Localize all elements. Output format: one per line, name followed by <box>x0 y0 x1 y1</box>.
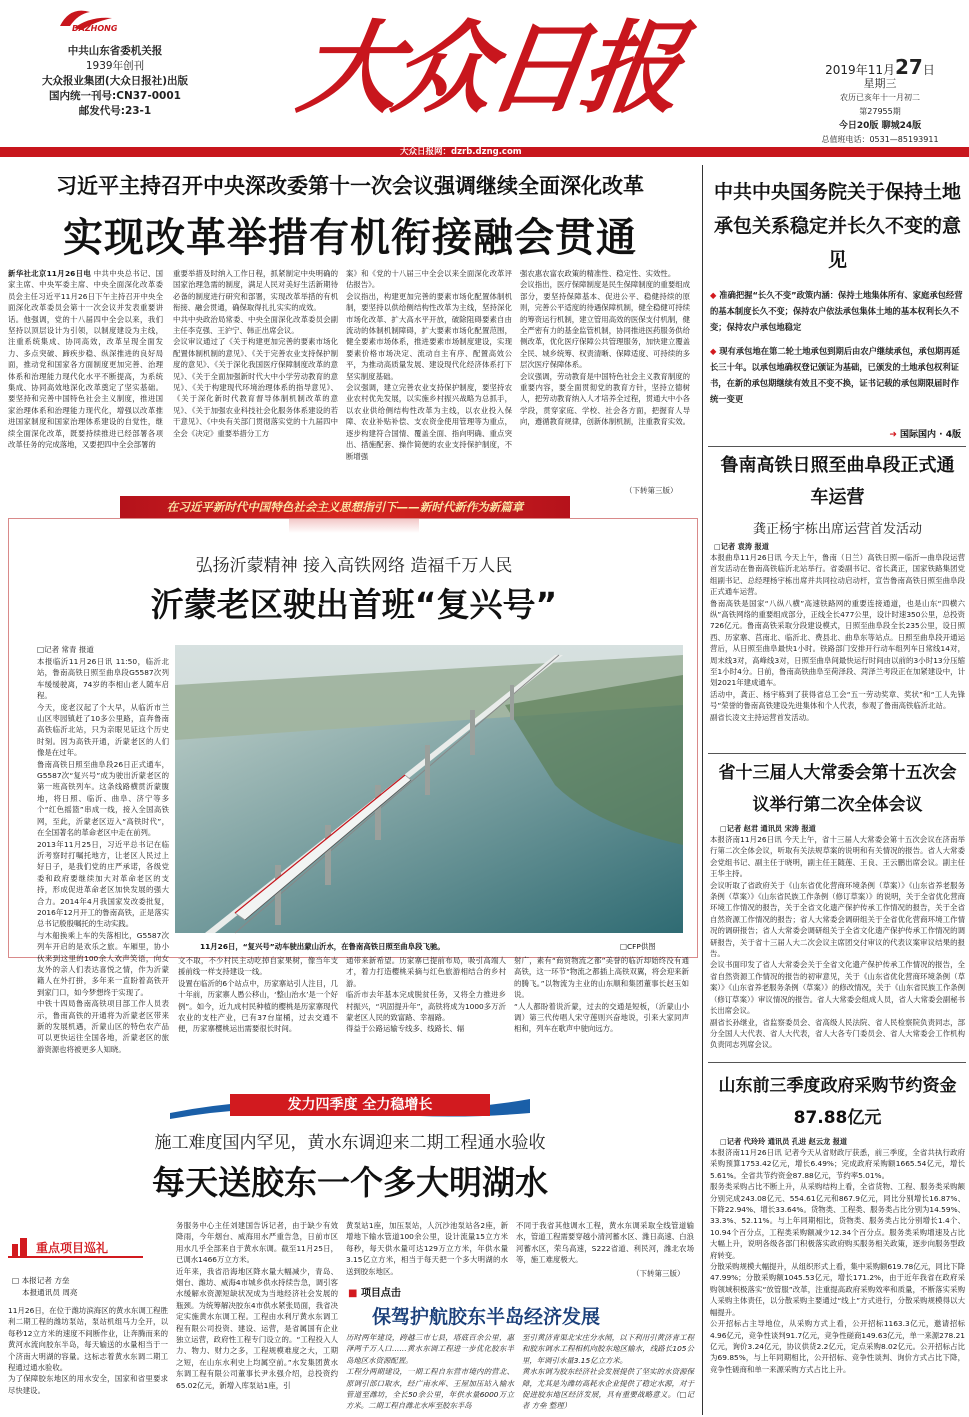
right-story-headline: 鲁南高铁日照至曲阜段正式通车运营 <box>720 455 955 508</box>
sub-headline: 保驾护航胶东半岛经济发展 <box>372 1306 601 1328</box>
date-prefix: 2019年11月 <box>825 63 895 77</box>
jump-link-text: 国际国内 · 4版 <box>900 430 961 440</box>
lead-column-4: 强农惠农富农政策的精准性、稳定性、实效性。 会议指出，医疗保障制度是民生保障制度的重要组成部分，要坚持保障基本、促进公平、稳健持续的原则，完善公平适度的待遇保障机制，健全稳健可持续的筹资运行机制，建立管用高效的医保支付机制，健全严密有力的基金监管机制，协同推进医药服务供给侧改革，优化医疗保障公共管理服务，加快建立覆盖全民、城乡统筹、权责清晰、保障适度、可持续的多层次医疗保障体系。 会议强调，劳动教育是中国特色社会主义教育制度的重要内容，要全面贯彻党的教育方针，坚持立德树人，把劳动教育纳入人才培养全过程，贯通大中小各学段，贯穿家庭、学校、社会各方面，把握育人导向，遵循教育规律，创新体制机制，注重教育实效。 <box>520 269 690 427</box>
divider <box>708 1062 966 1063</box>
lead-column-2: 重要举措及时纳入工作日程，抓紧制定中央明确的国家治理急需的制度，满足人民对美好生活新期待必备的制度进行研究和部署，实现改革举措的有机衔接、融会贯通，确保取得扎扎实实的成效。 中共中央政治局常委、中央全面深化改革委员会副主任李克强、王沪宁、韩正出席会议。 会议审议通过了《关于构建更加完善的要素市场化配置体制机制的意见》、《关于完善农业支持保护制度的意见》、《关于深化我国医疗保障制度改革的意见》、《关于全面加强新时代大中小学劳动教育的意见》、《关于构建现代环境治理体系的指导意见》、《关于深化新时代教育督导体制机制改革的意见》、《关于加强农业科技社会化服务体系建设的若干意见》、《中央有关部门贯彻落实党的十九届四中全会《决定》重要举措分工方 <box>173 269 338 438</box>
right-story-byline: □记者 代玲玲 通讯员 孔进 赵云龙 报道 <box>720 1137 848 1146</box>
campaign-byline-2: 本报通讯员 周亮 <box>22 1288 78 1297</box>
campaign-kicker: 施工难度国内罕见，黄水东调迎来二期工程通水验收 <box>154 1133 546 1153</box>
sidebar-bullet-text: 准确把握“长久不变”政策内涵：保持土地集体所有、家庭承包经营的基本制度长久不变；保持农户依法承包集体土地的基本权利长久不变；保持农户承包地稳定 <box>710 290 963 332</box>
rail-lead-text: 本报临沂11月26日讯 11:50，临沂北站，鲁南高铁日照至曲阜段G5587次列车缓缓驶离，74岁的李相山老人随车启程。 今天，庞老汉起了个大早，从临沂市兰山区枣园镇赶了10多公里路，直奔鲁南高铁临沂北站，只为亲眼见证这个历史时刻。因为高铁开通，沂蒙老区的人们像是在过年。 鲁南高铁日照至曲阜段26日正式通车，G5587次“复兴号”成为驶出沂蒙老区的第一班高铁列车。这条线路横贯沂蒙腹地，将日照、临沂、曲阜、济宁等多个“红色摇篮”串成一线，接入全国高铁网，至此，沂蒙老区迈入“高铁时代”，在全国著名的革命老区中走在前列。 2013年11月25日，习近平总书记在临沂考察时打嘱托地方，让老区人民过上好日子，是我们党的庄严承诺，各级党委和政府要继续加大对革命老区的支持，形成促进革命老区加快发展的强大合力。2014年4月我国家发改委批复，2016年12月开工的鲁南高铁，正是落实总书记殷殷嘱托的生动实践。 与木船换乘上车的失落相比，G5587次列车开启的是欢乐之旅。车厢里，协小伙来到这里的100余人欢声笑语，向女友外的亲人们表达喜悦之情，作为沂蒙籍人在外打拼，多年来一直盼着高铁开到家门口，如今梦想终于实现了。 中铁十四局鲁南高铁项目部工作人员表示，鲁南高铁的开通将为沂蒙老区带来新的发展机遇，沂蒙山区的特色农产品可以更快运往全国各地，沂蒙老区的旅游资源也将被更多人知晓。 <box>37 657 169 1054</box>
sub-column-2: 至引黄济青渠北宋庄分水闸，以下利用引黄济青工程和胶东调水工程相机向胶东地区输水，线路长105公里，年调引水量3.15亿立方米。 黄水东调为胶东经济社会发展提供了坚实的水资源保障，尤其是为潍坊高耗水企业提供了稳定水源，对于促进胶东地区经济发展，具有重要战略意义。（□记者 方垒 整理） <box>522 1333 694 1411</box>
sidebar-bullet <box>710 343 965 407</box>
divider <box>708 753 966 754</box>
publisher-line: 中共山东省委机关报 <box>67 45 163 57</box>
campaign-byline-1: □ 本报记者 方垒 <box>12 1276 70 1285</box>
campaign-banner-text: 发力四季度 全力稳增长 <box>230 1094 490 1116</box>
campaign-banner <box>170 1093 530 1117</box>
masthead <box>0 0 969 158</box>
train-photo <box>175 645 683 933</box>
publisher-line: 1939年创刊 <box>85 60 145 72</box>
lunar-date: 农历已亥年十一月初二 <box>840 93 920 102</box>
rail-headline: 沂蒙老区驶出首班“复兴号” <box>150 585 558 624</box>
theme-banner <box>120 496 570 518</box>
right-story-byline: □记者 赵君 通讯员 宋涛 报道 <box>720 824 816 833</box>
diamond-icon: ◆ <box>710 290 717 300</box>
lead-text: 中共中央总书记、国家主席、中央军委主席、中央全面深化改革委员会主任习近平11月26日下午主持召开中央全面深化改革委员会第十一次会议并发表重要讲话。他强调，党的十八届四中全会以来，我们坚持以顶层设计为引领，以制度建设为主线，注重系统集成、协同高效，改革呈现全面发力、多点突破、蹄疾步稳、纵深推进的良好局面，推动党和国家各方面制度更加完善、治理体系和治理能力现代化水平不断提高，为系统集成、协同高效地深化改革奠定了坚实基础。要坚持和完善中国特色社会主义制度，推进国家治理体系和治理能力现代化，增强以改革推进国家制度和国家治理体系建设的自觉性，继续全面深化改革，既要持续推进已经部署各项改革任务的完成落地，又要把四中全会部署的 <box>8 269 163 450</box>
right-story-3 <box>710 1070 965 1415</box>
rail-kicker: 弘扬沂蒙精神 接入高铁网络 造福千万人民 <box>195 556 513 576</box>
sidebar-top <box>710 165 965 447</box>
divider <box>708 446 966 447</box>
issue-date <box>795 55 965 79</box>
divider <box>702 165 703 1415</box>
right-story-1 <box>710 450 965 750</box>
date-block <box>795 55 965 147</box>
sub-tag <box>348 1284 401 1299</box>
campaign-column-3: 黄泵站1座，加压泵站，人沉沙池泵站各2座，新增地下输水管道100余公里，设计流量15立方米每秒，每天供水量可达129万立方米，年供水量3.15亿立方米，相当于每天把一个多大明湖的水送到胶东地区。 <box>346 1221 508 1276</box>
sidebar-bullet <box>710 287 965 335</box>
sidebar-headline: 中共中央国务院关于保持土地承包关系稳定并长久不变的意见 <box>714 181 962 271</box>
date-suffix: 日 <box>922 63 935 77</box>
publisher-info <box>30 44 200 119</box>
newspaper-title: 大众日报 <box>291 9 685 127</box>
hotline: 总值班电话：0531—85193911 <box>821 135 939 144</box>
right-story-body: 本报曲阜11月26日讯 今天上午，鲁南（日兰）高铁日照—临沂—曲阜段运营首发活动在鲁南高铁临沂北站举行。省委副书记、省长龚正，国家铁路集团党组副书记、总经理杨宇栋出席并共同拉动启动杆，宣告鲁南高铁日照至曲阜段正式通车运营。 鲁南高铁是国家“八纵八横”高速铁路网的重要连接通道，也是山东“四横六纵”高铁网络的重要组成部分，正线全长477公里，设计时速350公里，总投资726亿元。鲁南高铁采取分段建设模式，日照至曲阜段全长235公里，设日照西、历家寨、莒南北、临沂北、费县北、曲阜东等站点。日照至曲阜段开通运营后，从日照至曲阜最快1小时。铁路部门安排开行动车组列车日常线14对，周末线3对，高峰线3对，日照至曲阜间最快运行时间由以前的3小时13分压缩至1小时4分。日前，鲁南高铁曲阜至荷泽段、菏泽兰考段正在加紧建设中，计划2021年建成通车。 活动中，龚正、杨宇栋到了获得省总工会“五一劳动奖章、奖状”和“工人先锋号”荣誉的鲁南高铁建设先进集体和个人代表，参观了鲁南高铁临沂北站。 副省长凌文主持运营首发活动。 <box>710 553 965 722</box>
issue-number: 第27955期 <box>859 107 901 116</box>
theme-banner-text: 在习近平新时代中国特色社会主义思想指引下——新时代新作为新篇章 <box>166 500 524 514</box>
photo-credit: □CFP供图 <box>620 942 656 951</box>
right-story-subhead: 龚正杨宇栋出席运营首发活动 <box>752 522 922 537</box>
sub-tag-text: 项目点击 <box>360 1288 401 1299</box>
page-count: 今日20版 聊城24版 <box>838 121 922 131</box>
lead-continue-note: （下转第三版） <box>625 486 678 495</box>
project-tag <box>8 1236 143 1258</box>
photo-caption: 11月26日，“复兴号”动车驶出蒙山沂水，在鲁南高铁日照至曲阜段飞驰。 <box>200 942 445 951</box>
website-link[interactable]: 大众日报网：dzrb.dzng.com <box>400 147 522 157</box>
lead-dateline: 新华社北京11月26日电 <box>8 269 92 278</box>
campaign-column-4: 不同于我省其他调水工程，黄水东调采取全线管道输水，管道工程需要穿越小清河蓄水区、潍日高速、白浪河蓄水区，荣乌高速，S222省道、利民河，潍北农场等，施工难度极大。 <box>516 1221 694 1265</box>
rail-column-3: 通带来新希望。历家寨已提前布局，吸引高端人才，着力打造樱桃采摘与红色旅游相结合的乡村游。 临沂市去年基本完成脱贫任务，又将全力推进乡村振兴，“巩固提升年”，高铁将成为1000多万沂蒙老区人民的致富路、幸福路。 得益于公路运输专线多、线路长、辐 <box>346 956 506 1034</box>
publisher-line: 国内统一刊号:CN37-0001 <box>49 90 181 102</box>
rail-byline: □记者 常青 报道 <box>37 645 94 654</box>
right-story-headline: 省十三届人大常委会第十五次会议举行第二次全体会议 <box>718 763 957 815</box>
campaign-continue-note: （下转第三版） <box>632 1269 685 1278</box>
campaign-column-2: 务服务中心主任刘建国告诉记者，由于缺少有效降雨，今年烟台、威海用水严重告急，日前市区用水几乎全部来自于黄水东调。截至11月25日，已调水1466万立方米。 近年来，我省沿海地区降水量大幅减少，青岛、烟台、潍坊、威海4市城乡供水持续告急，调引客水缓解水资源短缺状况成为当地经济社会发展的瓶颈。为统筹解决胶东4市供水紧张局面，我省决定实施黄水东调工程。工程由水利厅黄水东调工程有限公司投资、建设、运营，是省属国有企业独立运营，政府性工程专门设立的。“工程投入人力、物力、财力之多，工程规模难度之大，工期之短，在山东水利史上均属空前。”水发集团黄水东调工程有限公司董事长尹永强介绍，总投资约65.02亿元，新增入库泵站1座，引 <box>176 1221 338 1390</box>
campaign-column-1: 11月26日，在位于潍坊滨海区的黄水东调工程胜利二期工程的潍坊泵站，泵站机组马力全开，以每秒12立方米的速度不间断作业，让奔腾而来的黄河水流向胶东半岛，每天输送的水量相当于一个济南大明湖的容量。这标志着黄水东调二期工程通过通水验收。 为了保障胶东地区的用水安全，国家和省里要求尽快建设。 <box>8 1306 168 1395</box>
square-icon: ■ <box>348 1288 358 1299</box>
right-story-headline: 山东前三季度政府采购节约资金87.88亿元 <box>718 1076 957 1128</box>
lead-kicker: 习近平主持召开中央深改委第十一次会议强调继续全面深化改革 <box>56 174 644 198</box>
publisher-line: 邮发代号:23-1 <box>78 105 152 117</box>
lead-column-3: 案》和《党的十八届三中全会以来全面深化改革评估报告》。 会议指出，构建更加完善的要素市场化配置体制机制，要坚持以供给侧结构性改革为主线，坚持深化市场化改革、扩大高水平开放，破除阻碍要素自由流动的体制机制障碍，扩大要素市场化配置范围，健全要素市场体系，推进要素市场制度建设，实现要素价格市场决定、流动自主有序、配置高效公平，为推动高质量发展、建设现代化经济体系打下坚实制度基础。 会议强调，建立完善农业支持保护制度，要坚持农业农村优先发展，以实施乡村振兴战略为总抓手，以农业供给侧结构性改革为主线，以农业投入保障、农业补贴补偿、支农资金使用管理等为重点，逐步构建符合国情、覆盖全面、指向明确、重点突出、措施配套、操作简便的农业支持保护制度，不断增强 <box>346 269 512 461</box>
sub-column-1: 历时两年建设，跨越三市七县，塔底百余公里，惠泽两千万人口……黄水东调工程进一步优化胶东半岛地区水资源配置。 工程分两期建设，一期工程自东营市境内的营北、原调引部口取水，经广南水库、王屋加压站入输水管道至潍坊，全长50余公里，年供水量6000万立方米。二期工程自潍北水库至胶东半岛 <box>346 1333 514 1411</box>
rail-column-2: 文不取，不少村民主动吃掉自家果树，像当年支援前线一样支持建设一线。 设置在临沂的6个站点中，历家寨站引人注目，几十年前，历家寨人愚公移山，‘整山治水’是一个好例”。如今，近九成村民种植的樱桃是历家寨现代农业的支柱产业，已有37台崖桶，过去交通不便，历家寨樱桃运出需要很长时间。 <box>178 956 338 1034</box>
weekday: 星期三 <box>863 77 897 90</box>
rail-column-4: 射广，素有“商贸物流之都”美誉的临沂却始终没有通高铁，这一环节“物流之都插上高铁双翼，将会迎来新的腾飞。”以物流为主业的山东顺和集团董事长赵玉如说。 “人人都盼着说沂蒙，过去的交通是短板，（沂蒙山小调）第三代传唱人宋守莲则兴奋地说，引来大家同声相和，列车在歌声中驶向远方。 <box>514 956 689 1034</box>
sidebar-bullet-text: 现有承包地在第二轮土地承包到期后由农户继续承包，承包期再延长三十年。以承包地确权登记颁证为基础，已颁发的土地承包权利证书，在新的承包期继续有效且不变不换，证书记载的承包期限届时作统一变更 <box>710 346 960 404</box>
lead-column-1 <box>8 268 163 496</box>
train-photo-illustration <box>175 645 683 933</box>
date-day: 27 <box>894 55 923 79</box>
publisher-line: 大众报业集团(大众日报社)出版 <box>41 75 189 87</box>
logo <box>50 4 130 34</box>
jump-link[interactable] <box>889 427 961 440</box>
campaign-headline: 每天送胶东一个多大明湖水 <box>152 1163 548 1202</box>
lead-headline: 实现改革举措有机衔接融会贯通 <box>63 215 637 261</box>
decorative-skyline <box>289 519 419 533</box>
project-tag-text: 重点项目巡礼 <box>36 1241 109 1255</box>
right-story-byline: □记者 袁涛 报道 <box>714 542 769 551</box>
logo-text: DAZHONG <box>72 24 118 33</box>
right-story-body: 本报济南11月26日讯 记者今天从省财政厅获悉，前三季度，全省共执行政府采购预算1753.42亿元，增长6.49%；完成政府采购额1665.54亿元，增长5.61%。全省共节约资金87.88亿元，节约率5.01%。 服务类采购占比不断上升，从采购结构上看，全省货物、工程、服务类采购额分别完成243.08亿元、554.61亿元和867.9亿元，同比分别增长16.87%、下降22.94%、增长33.64%。货物类、工程类、服务类占比分别为14.59%、33.3%、52.11%。与上年同期相比，货物类、服务类占比分别增长1.4个、10.94个百分点，工程类采购额减少12.34个百分点。服务类采购增速及占比大幅上升，说明各级各部门积极落实政府购买服务相关政策，逐步向服务型政府转变。 分散采购规模大幅提升，从组织形式上看，集中采购额619.78亿元，同比下降47.99%；分散采购额1045.53亿元，增长171.2%，由于近年我省在政府采购领域积极落实“放管服”改革，注重提高政府采购效率和质量，不断落实采购人采购主体责任，以分散采购主要通过“线上”方式进行，分散采购规模得以大幅提升。 公开招标占主导地位，从采购方式上看，公开招标1163.3亿元，邀请招标4.96亿元，竞争性谈判91.7亿元，竞争性磋商149.63亿元，单一来源278.21亿元，询价3.24亿元，协议供货2.2亿元，定点采购8.02亿元。公开招标占比为69.85%，与上年同期相比，公开招标、竞争性谈判、询价方式占比下降，竞争性磋商和单一来源采购方式占比上升。 <box>710 1148 965 1374</box>
right-story-2 <box>710 757 965 1057</box>
diamond-icon: ◆ <box>710 346 717 356</box>
building-icon <box>10 1236 30 1256</box>
right-story-body: 本报济南11月26日讯 今天上午，省十三届人大常委会第十五次会议在济南举行第二次全体会议，听取有关法规草案的说明和有关情况的报告。省人大常委会党组书记、副主任于晓明，副主任王随莲、王良、王云鹏出席会议。副主任王华主持。 会议听取了省政府关于《山东省优化营商环境条例（草案）》《山东省养老服务条例（草案）》《山东省民族工作条例（修订草案）》的说明，关于全省优化营商环境工作情况的报告，关于全省文化遗产保护传承工作情况的报告，关于全省自然资源工作情况的报告；省人大常委会调研组关于全省优化营商环境工作情况的调研报告；省人大常委会调研组关于全省文化遗产保护传承工作情况的调研报告，关于省十三届人大二次会议主席团交付审议的代表议案审议结果的报告。 会议书面印发了省人大常委会关于全省文化遗产保护传承工作情况的报告，全省自然资源工作情况的报告的初审意见，关于《山东省优化营商环境条例（草案）》《山东省养老服务条例（草案）》的修改情况，关于《山东省民族工作条例（修订草案）》审议情况的报告。省人大常委会组成人员，省人大常委会副秘书长出席会议。 副省长孙继业，省监察委员会、省高级人民法院、省人民检察院负责同志，部分全国人大代表、省人大代表，省人大各专门委员会、省人大常委会工作机构负责同志列席会议。 <box>710 835 965 1050</box>
arrow-right-icon: ➜ <box>889 430 897 440</box>
